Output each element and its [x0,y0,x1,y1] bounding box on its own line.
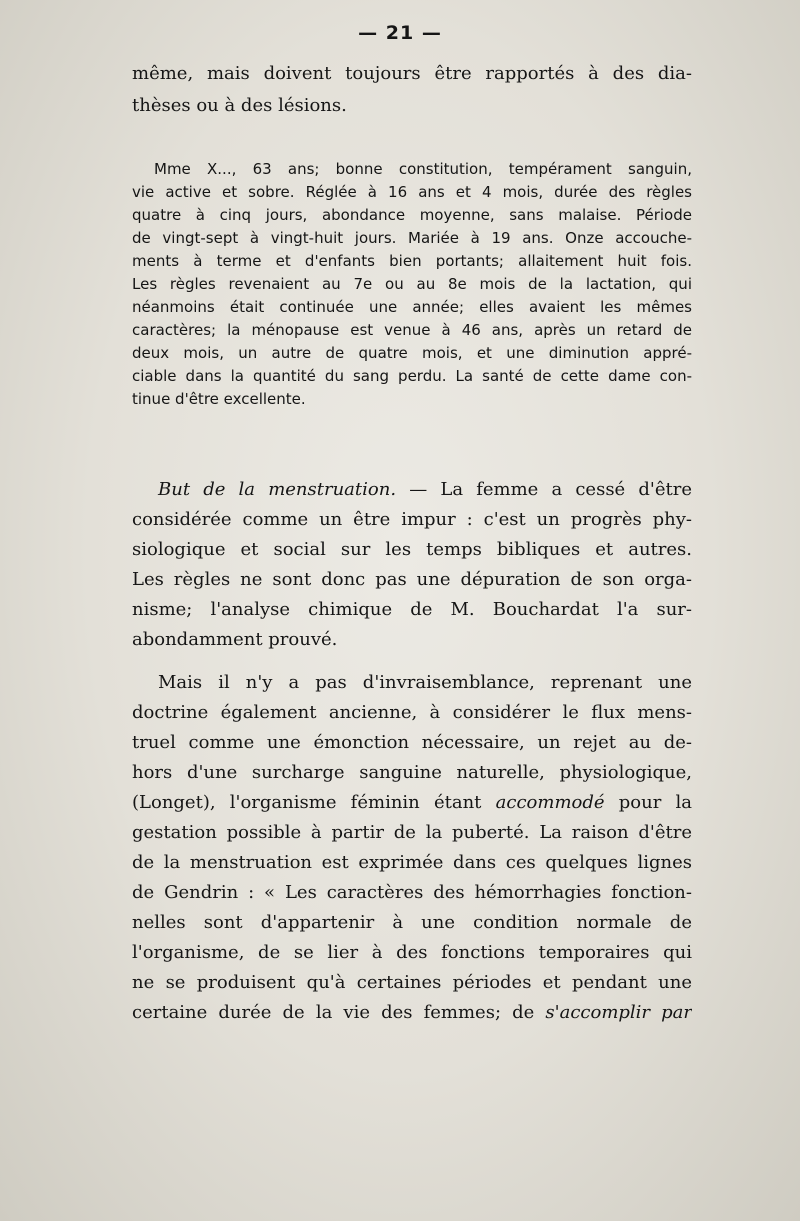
text-line: thèses ou à des lésions. [132,95,347,116]
page-number: — 21 — [358,22,442,44]
text-line: même, mais doivent toujours être rapportés à des dia- [132,63,692,84]
text-line: quatre à cinq jours, abondance moyenne, sans malaise. Période [132,206,692,224]
text-line: tinue d'être excellente. [132,390,306,408]
text-line: vie active et sobre. Réglée à 16 ans et 4 mois, durée des règles [132,183,692,201]
text-line: Mme X..., 63 ans; bonne constitution, tempérament sanguin, [154,160,692,178]
text-line: ne se produisent qu'à certaines périodes et pendant une [132,972,692,993]
text-line: de Gendrin : « Les caractères des hémorrhagies fonction- [132,882,692,903]
text-line: siologique et social sur les temps bibliques et autres. [132,539,692,560]
text-line: truel comme une émonction nécessaire, un rejet au de- [132,732,692,753]
text-line: hors d'une surcharge sanguine naturelle, physiologique, [132,762,692,783]
section-heading-line [132,475,692,505]
text-line: nelles sont d'appartenir à une condition normale de [132,912,692,933]
text-line: Mais il n'y a pas d'invraisemblance, reprenant une [158,672,692,693]
text-fragment: — La femme a cessé d'être [396,479,692,500]
text-line: doctrine également ancienne, à considérer le flux mens- [132,702,692,723]
text-line: néanmoins était continuée une année; elles avaient les mêmes [132,298,692,316]
text-line [132,788,692,818]
paragraph-spacer [132,655,692,668]
text-line: Les règles ne sont donc pas une dépuration de son orga- [132,569,692,590]
text-line: abondamment prouvé. [132,629,338,650]
text-fragment: certaine durée de la vie des femmes; de [132,1002,546,1023]
text-fragment: (Longet), l'organisme féminin étant [132,792,496,813]
text-line: de vingt-sept à vingt-huit jours. Mariée à 19 ans. Onze accouche- [132,229,692,247]
text-line: gestation possible à partir de la puberté. La raison d'être [132,822,692,843]
text-line: considérée comme un être impur : c'est un progrès phy- [132,509,692,530]
main-text [132,475,692,1028]
text-line: de la menstruation est exprimée dans ces quelques lignes [132,852,692,873]
text-fragment: pour la [604,792,692,813]
italic-word: accommodé [495,792,605,813]
text-line: ments à terme et d'enfants bien portants; allaitement huit fois. [132,252,692,270]
case-report-paragraph [132,158,692,411]
italic-phrase: s'accomplir par [545,1002,692,1023]
text-line: caractères; la ménopause est venue à 46 ans, après un retard de [132,321,692,339]
text-line: ciable dans la quantité du sang perdu. La santé de cette dame con- [132,367,692,385]
text-line: l'organisme, de se lier à des fonctions temporaires qui [132,942,692,963]
text-line: Les règles revenaient au 7e ou au 8e mois de la lactation, qui [132,275,692,293]
text-line [132,998,692,1028]
text-line: nisme; l'analyse chimique de M. Bouchardat l'a sur- [132,599,692,620]
text-line: deux mois, un autre de quatre mois, et une diminution appré- [132,344,692,362]
continuation-paragraph [132,58,692,122]
section-title: But de la menstruation. [158,479,397,500]
